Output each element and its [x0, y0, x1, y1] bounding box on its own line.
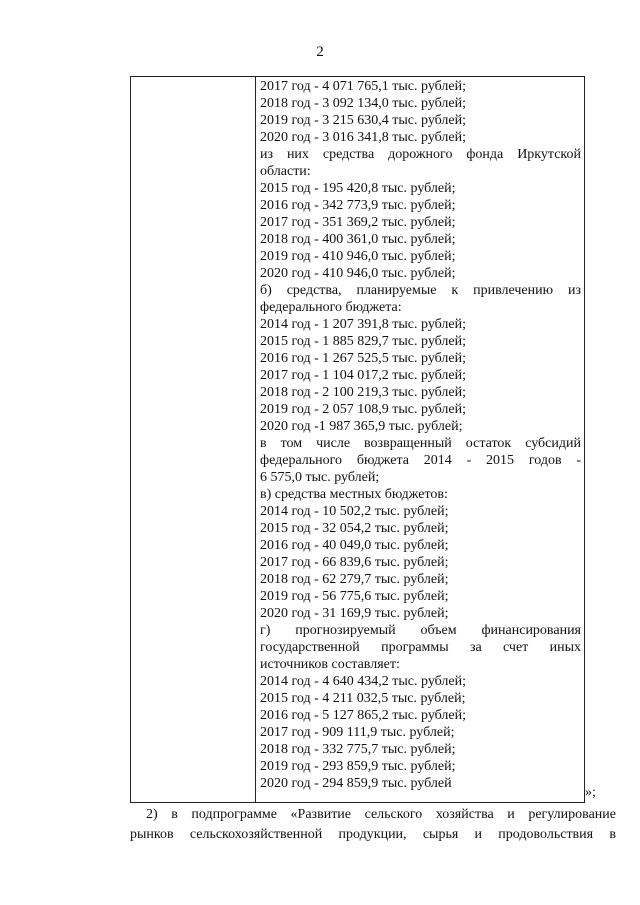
text-line: 2016 год - 5 127 865,2 тыс. рублей;: [260, 708, 467, 723]
text-line: 2019 год - 2 057 108,9 тыс. рублей;: [260, 402, 467, 417]
text-line: федерального бюджета 2014 - 2015 годов -: [260, 453, 581, 468]
text-line: 2016 год - 40 049,0 тыс. рублей;: [260, 538, 449, 553]
text-line: 2020 год - 3 016 341,8 тыс. рублей;: [260, 130, 467, 145]
text-line: 2017 год - 351 369,2 тыс. рублей;: [260, 215, 456, 230]
text-line: 6 575,0 тыс. рублей;: [260, 470, 380, 485]
text-line: 2014 год - 10 502,2 тыс. рублей;: [260, 504, 449, 519]
text-line: 2019 год - 3 215 630,4 тыс. рублей;: [260, 113, 467, 128]
text-line: в) средства местных бюджетов:: [260, 487, 448, 502]
text-line: 2017 год - 1 104 017,2 тыс. рублей;: [260, 368, 467, 383]
text-line: 2015 год - 195 420,8 тыс. рублей;: [260, 181, 456, 196]
funding-details-cell: [260, 78, 581, 792]
text-line: 2015 год - 4 211 032,5 тыс. рублей;: [260, 691, 466, 706]
text-line: 2019 год - 56 775,6 тыс. рублей;: [260, 589, 449, 604]
text-line: 2015 год - 1 885 829,7 тыс. рублей;: [260, 334, 467, 349]
text-line: 2017 год - 909 111,9 тыс. рублей;: [260, 725, 455, 740]
text-line: из них средства дорожного фонда Иркутской: [260, 147, 581, 162]
text-line: 2017 год - 66 839,6 тыс. рублей;: [260, 555, 449, 570]
column-divider: [255, 77, 256, 802]
page-number: 2: [316, 44, 324, 60]
text-line: области:: [260, 164, 311, 179]
text-line: 2018 год - 3 092 134,0 тыс. рублей;: [260, 96, 467, 111]
paragraph-line-2: рынков сельскохозяйственной продукции, сырья и продовольствия в: [130, 827, 616, 842]
text-line: б) средства, планируемые к привлечению из: [260, 283, 581, 298]
text-line: 2017 год - 4 071 765,1 тыс. рублей;: [260, 79, 467, 94]
funding-table: [130, 76, 585, 803]
text-line: 2019 год - 293 859,9 тыс. рублей;: [260, 759, 456, 774]
text-line: 2018 год - 2 100 219,3 тыс. рублей;: [260, 385, 467, 400]
text-line: 2018 год - 400 361,0 тыс. рублей;: [260, 232, 456, 247]
text-line: 2020 год - 410 946,0 тыс. рублей;: [260, 266, 456, 281]
text-line: источников составляет:: [260, 657, 400, 672]
text-line: в том числе возвращенный остаток субсидий: [260, 436, 581, 451]
text-line: 2019 год - 410 946,0 тыс. рублей;: [260, 249, 456, 264]
text-line: 2016 год - 1 267 525,5 тыс. рублей;: [260, 351, 467, 366]
text-line: 2014 год - 1 207 391,8 тыс. рублей;: [260, 317, 467, 332]
text-line: 2016 год - 342 773,9 тыс. рублей;: [260, 198, 456, 213]
text-line: 2015 год - 32 054,2 тыс. рублей;: [260, 521, 449, 536]
text-line: 2020 год -1 987 365,9 тыс. рублей;: [260, 419, 463, 434]
closing-quote: »;: [585, 785, 596, 800]
text-line: 2018 год - 62 279,7 тыс. рублей;: [260, 572, 449, 587]
text-line: государственной программы за счет иных: [260, 640, 581, 655]
text-line: 2014 год - 4 640 434,2 тыс. рублей;: [260, 674, 467, 689]
text-line: г) прогнозируемый объем финансирования: [260, 623, 581, 638]
text-line: 2020 год - 31 169,9 тыс. рублей;: [260, 606, 449, 621]
text-line: 2020 год - 294 859,9 тыс. рублей: [260, 776, 452, 791]
text-line: 2018 год - 332 775,7 тыс. рублей;: [260, 742, 456, 757]
paragraph-line-1: 2) в подпрограмме «Развитие сельского хозяйства и регулирование: [146, 807, 616, 822]
text-line: федерального бюджета:: [260, 300, 402, 315]
